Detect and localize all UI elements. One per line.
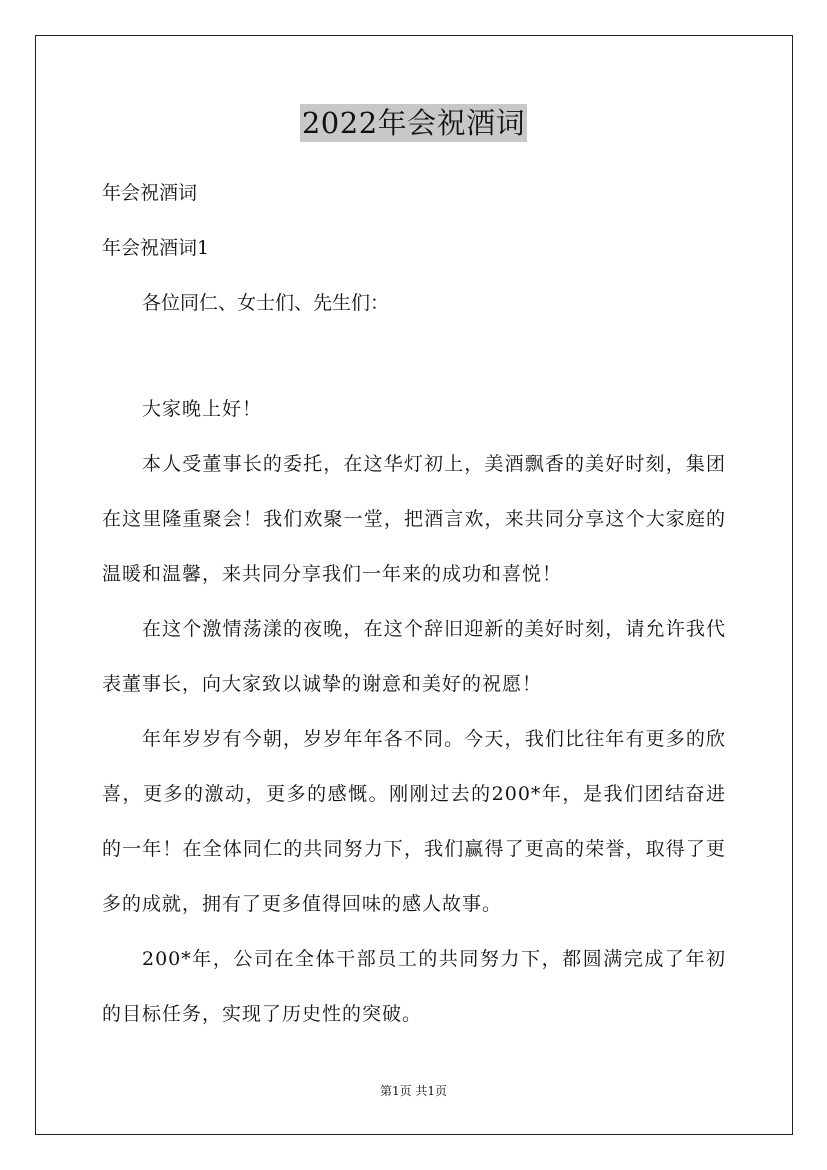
paragraph-commission: 本人受董事长的委托，在这华灯初上，美酒飘香的美好时刻，集团在这里隆重聚会！我们欢聚一堂，把酒言欢，来共同分享这个大家庭的温暖和温馨，来共同分享我们一年来的成功和喜悦！ <box>102 453 726 585</box>
document-subtitle: 年会祝酒词 <box>102 182 198 204</box>
salutation: 各位同仁、女士们、先生们： <box>142 292 390 314</box>
paragraph-achievement: 200*年，公司在全体干部员工的共同努力下，都圆满完成了年初的目标任务，实现了历史性的突破。 <box>102 948 726 1025</box>
document-title: 2022年会祝酒词 <box>301 106 526 140</box>
title-container <box>0 104 827 142</box>
section-heading: 年会祝酒词1 <box>102 237 210 259</box>
paragraph-review: 年年岁岁有今朝，岁岁年年各不同。今天，我们比往年有更多的欣喜，更多的激动，更多的感慨。刚刚过去的200*年，是我们团结奋进的一年！在全体同仁的共同努力下，我们赢得了更高的荣誉，取得了更多的成就，拥有了更多值得回味的感人故事。 <box>102 728 726 915</box>
page-footer: 第1页 共1页 <box>379 1084 448 1098</box>
paragraph-thanks: 在这个激情荡漾的夜晚，在这个辞旧迎新的美好时刻，请允许我代表董事长，向大家致以诚挚的谢意和美好的祝愿！ <box>102 618 726 695</box>
paragraph-greeting: 大家晚上好！ <box>142 398 263 420</box>
